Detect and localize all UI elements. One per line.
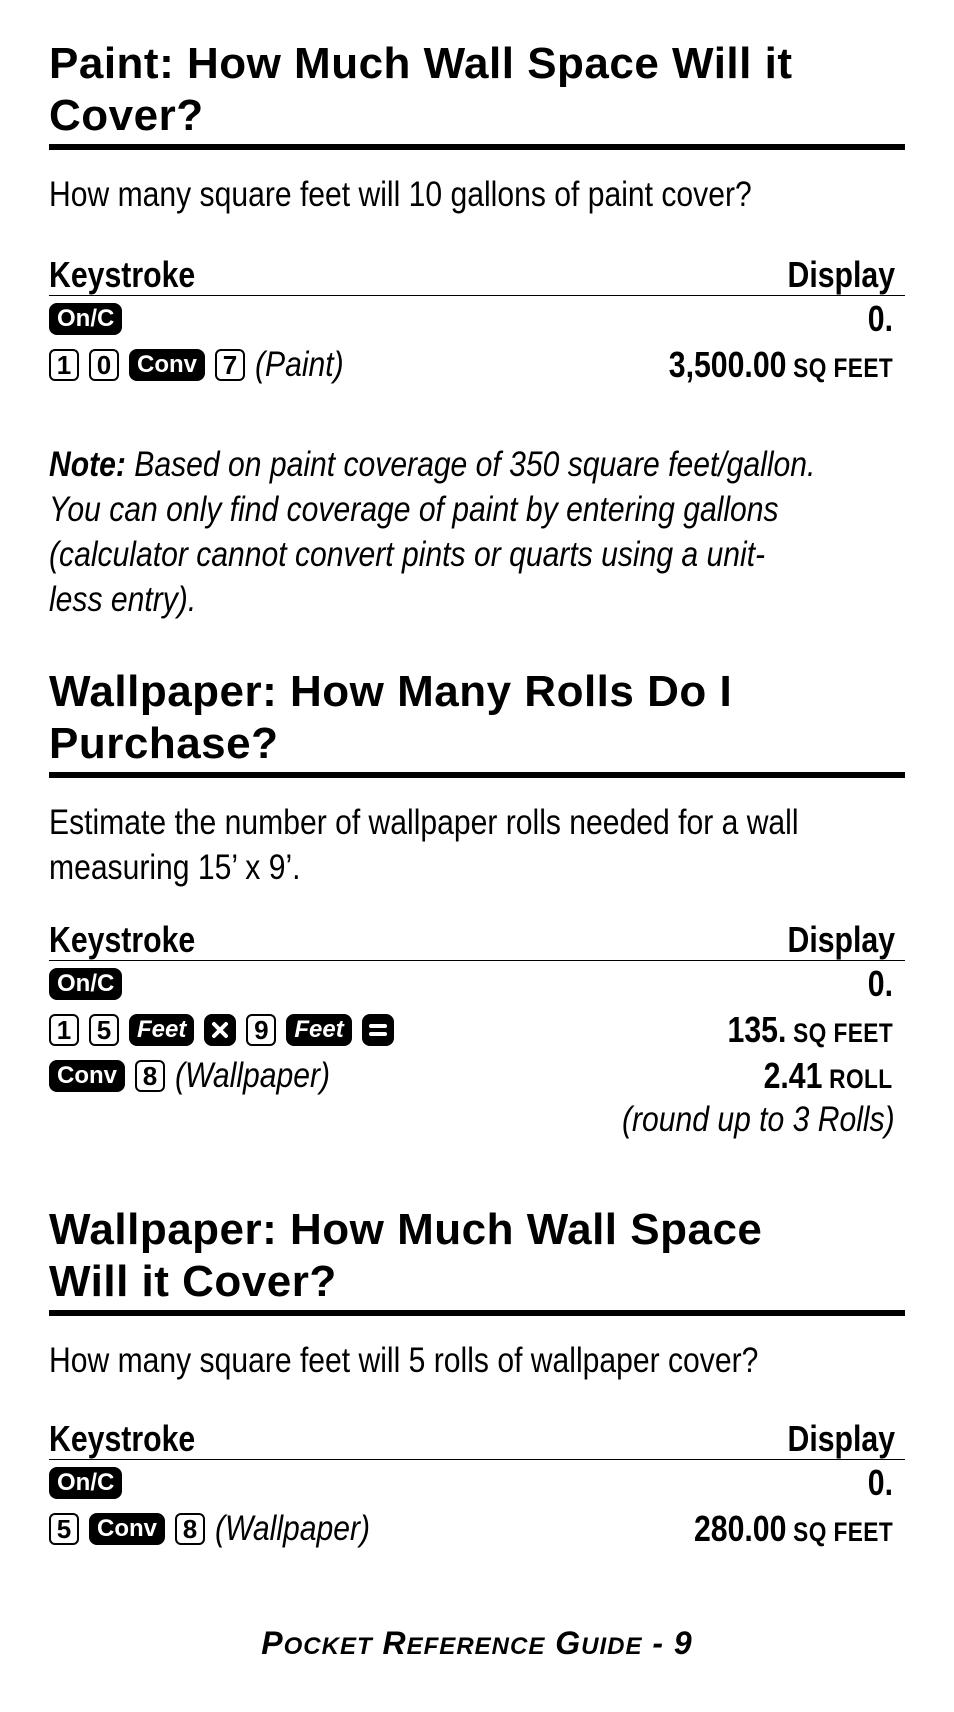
display-unit: SQ FEET xyxy=(793,353,893,383)
table-row xyxy=(49,1460,905,1506)
heading-line-2: Cover? xyxy=(49,91,204,140)
keystroke-header: Keystroke xyxy=(49,254,196,295)
section-wallpaper-coverage xyxy=(49,1204,905,1552)
feet-key: Feet xyxy=(129,1014,194,1046)
table-row xyxy=(49,961,905,1007)
digit-1-key: 1 xyxy=(49,349,79,381)
feet-key: Feet xyxy=(286,1014,351,1046)
question-line-2: measuring 15’ x 9’. xyxy=(49,848,301,887)
question-line-1: Estimate the number of wallpaper rolls needed for a wall xyxy=(49,803,799,842)
table-row xyxy=(49,342,905,388)
footer-uide: UIDE xyxy=(581,1633,643,1660)
footer-r: R xyxy=(382,1625,407,1661)
heading-line-1: Wallpaper: How Much Wall Space xyxy=(49,1205,763,1254)
keystroke-header: Keystroke xyxy=(49,1418,196,1459)
display-readout xyxy=(764,1055,893,1097)
heading-line-2: Purchase? xyxy=(49,719,279,768)
digit-8-key: 8 xyxy=(135,1060,165,1092)
multiply-icon xyxy=(210,1020,230,1040)
note-line-2: You can only find coverage of paint by entering gallons xyxy=(49,490,779,529)
key-description: (Paint) xyxy=(255,345,344,384)
display-header: Display xyxy=(787,1418,895,1459)
display-header: Display xyxy=(787,919,895,960)
conv-key: Conv xyxy=(129,349,205,381)
table-row xyxy=(49,1506,905,1552)
display-readout xyxy=(669,344,893,386)
question-text: How many square feet will 5 rolls of wallpaper cover? xyxy=(49,1341,759,1380)
table-row xyxy=(49,1007,905,1053)
display-readout xyxy=(868,1462,893,1504)
digit-1-key: 1 xyxy=(49,1014,79,1046)
section-paint-coverage xyxy=(49,38,905,388)
on-c-key: On/C xyxy=(49,968,122,1000)
keystroke-table xyxy=(49,255,905,388)
display-readout xyxy=(727,1009,893,1051)
display-value: 3,500.00 xyxy=(668,344,787,385)
digit-9-key: 9 xyxy=(246,1014,276,1046)
keystroke-table xyxy=(49,1419,905,1552)
question-text xyxy=(49,800,903,890)
display-value: 280.00 xyxy=(693,1508,787,1549)
page-footer xyxy=(0,1625,954,1662)
table-row xyxy=(49,296,905,342)
display-unit: SQ FEET xyxy=(793,1018,893,1048)
equals-key xyxy=(362,1014,394,1046)
footer-page-number: - 9 xyxy=(642,1625,693,1661)
display-value: 0. xyxy=(867,298,893,339)
on-c-key: On/C xyxy=(49,1467,122,1499)
heading-line-1: Wallpaper: How Many Rolls Do I xyxy=(49,667,733,716)
digit-8-key: 8 xyxy=(175,1513,205,1545)
section-heading xyxy=(49,1204,905,1316)
heading-line-1: Paint: How Much Wall Space Will it xyxy=(49,39,793,88)
table-header xyxy=(49,1419,905,1460)
display-value: 0. xyxy=(867,963,893,1004)
digit-0-key: 0 xyxy=(89,349,119,381)
footer-g: G xyxy=(555,1625,582,1661)
key-description: (Wallpaper) xyxy=(215,1509,371,1548)
digit-7-key: 7 xyxy=(215,349,245,381)
key-description: (Wallpaper) xyxy=(175,1056,331,1095)
note-line-1: Based on paint coverage of 350 square feet/gallon. xyxy=(134,445,816,484)
display-unit: SQ FEET xyxy=(793,1517,893,1547)
digit-5-key: 5 xyxy=(89,1014,119,1046)
footer-ocket: OCKET xyxy=(283,1633,373,1660)
paint-note xyxy=(49,442,903,622)
display-unit: ROLL xyxy=(829,1064,893,1094)
table-header xyxy=(49,920,905,961)
keystroke-table xyxy=(49,920,905,1141)
table-header xyxy=(49,255,905,296)
section-heading xyxy=(49,38,905,150)
multiply-key xyxy=(204,1014,236,1046)
footer-eference: EFERENCE xyxy=(406,1633,546,1660)
display-value: 0. xyxy=(867,1462,893,1503)
display-readout xyxy=(868,963,893,1005)
round-up-note: (round up to 3 Rolls) xyxy=(621,1100,895,1139)
heading-line-2: Will it Cover? xyxy=(49,1257,337,1306)
display-header: Display xyxy=(787,254,895,295)
footer-p: P xyxy=(261,1625,284,1661)
display-readout xyxy=(868,298,893,340)
section-wallpaper-rolls xyxy=(49,666,905,1141)
conv-key: Conv xyxy=(49,1060,125,1092)
display-value: 135. xyxy=(727,1009,787,1050)
keystroke-header: Keystroke xyxy=(49,919,196,960)
on-c-key: On/C xyxy=(49,303,122,335)
display-value: 2.41 xyxy=(763,1055,823,1096)
display-readout xyxy=(694,1508,893,1550)
digit-5-key: 5 xyxy=(49,1513,79,1545)
equals-icon xyxy=(368,1020,388,1040)
section-heading xyxy=(49,666,905,778)
note-label: Note: xyxy=(49,445,126,484)
table-row xyxy=(49,1053,905,1099)
question-text: How many square feet will 10 gallons of paint cover? xyxy=(49,175,752,214)
conv-key: Conv xyxy=(89,1513,165,1545)
note-line-4: less entry). xyxy=(49,580,197,619)
note-line-3: (calculator cannot convert pints or quarts using a unit- xyxy=(49,535,766,574)
